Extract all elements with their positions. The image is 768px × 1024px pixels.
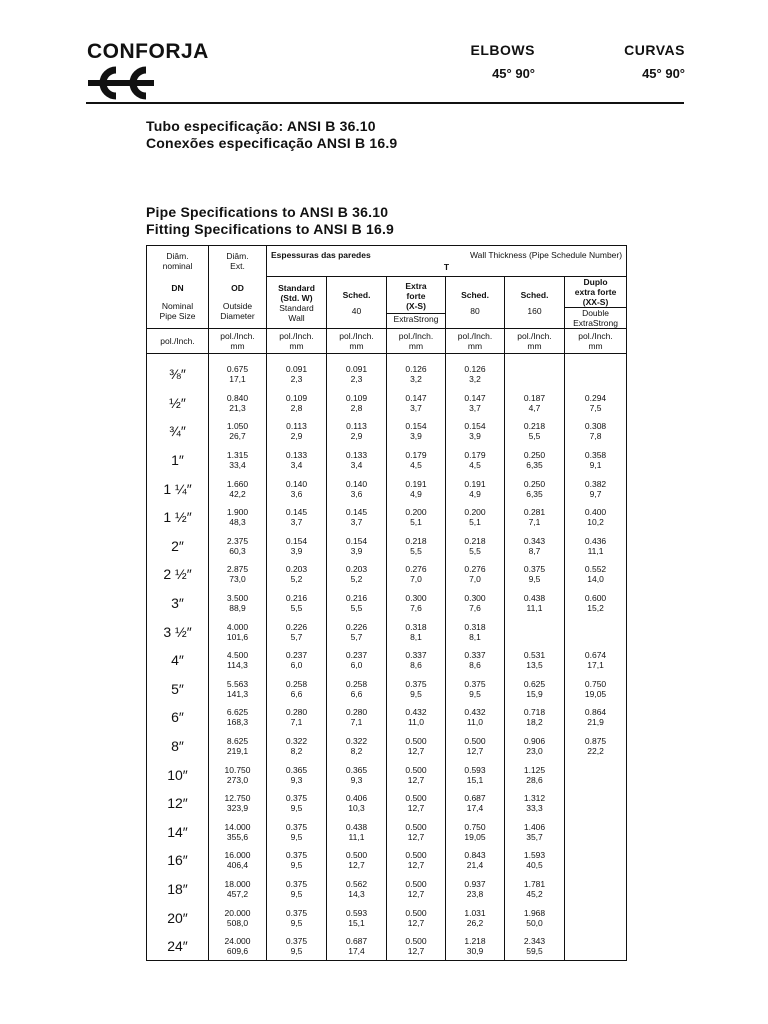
cell-od: 4.000 101,6	[209, 617, 267, 646]
cell-dn: 3 ½″	[147, 617, 209, 646]
cell-s80: 0.191 4,9	[446, 474, 505, 503]
cell-od: 4.500 114,3	[209, 646, 267, 675]
table-row	[147, 646, 627, 675]
header-outside-diameter: Outside Diameter	[220, 301, 255, 322]
cell-xs: 0.200 5,1	[387, 503, 446, 532]
header-dn-cell	[147, 277, 209, 329]
cell-dn: 4″	[147, 646, 209, 675]
cell-std: 0.203 5,2	[267, 560, 327, 589]
cell-xxs	[565, 760, 627, 789]
cell-s160: 0.625 15,9	[505, 675, 565, 704]
cell-s160	[505, 360, 565, 389]
cell-std: 0.375 9,5	[267, 846, 327, 875]
cell-xs: 0.500 12,7	[387, 789, 446, 818]
header-sched160-a: Sched.	[520, 289, 549, 300]
cell-s40: 0.687 17,4	[327, 932, 387, 961]
table-row	[147, 703, 627, 732]
cell-od: 1.050 26,7	[209, 417, 267, 446]
unit-dn: pol./Inch.	[147, 329, 209, 354]
header-t: T	[443, 262, 450, 272]
cell-dn: 5″	[147, 675, 209, 704]
cell-std: 0.258 6,6	[267, 675, 327, 704]
cell-std: 0.113 2,9	[267, 417, 327, 446]
cell-s40: 0.322 8,2	[327, 732, 387, 761]
cell-s80: 0.179 4,5	[446, 446, 505, 475]
cell-xxs	[565, 875, 627, 904]
table-row	[147, 903, 627, 932]
cell-s80: 0.276 7,0	[446, 560, 505, 589]
unit-std: pol./Inch. mm	[267, 329, 327, 354]
cell-s160: 2.343 59,5	[505, 932, 565, 961]
cell-xxs	[565, 846, 627, 875]
unit-sched40: pol./Inch. mm	[327, 329, 387, 354]
cell-s80: 0.318 8,1	[446, 617, 505, 646]
cell-xs: 0.432 11,0	[387, 703, 446, 732]
cell-xxs: 0.436 11,1	[565, 532, 627, 561]
header-xxs-cell	[565, 277, 627, 329]
cell-od: 20.000 508,0	[209, 903, 267, 932]
cell-xxs: 0.400 10,2	[565, 503, 627, 532]
cell-s160: 1.781 45,2	[505, 875, 565, 904]
table-row	[147, 389, 627, 418]
header-english	[440, 42, 535, 81]
cell-xs: 0.179 4,5	[387, 446, 446, 475]
cell-xxs	[565, 789, 627, 818]
table-row	[147, 417, 627, 446]
header-std-top: Standard (Std. W)	[278, 282, 315, 303]
elbows-angles: 45° 90°	[492, 66, 535, 81]
cell-od: 16.000 406,4	[209, 846, 267, 875]
cell-s80: 0.432 11,0	[446, 703, 505, 732]
cell-s40: 0.237 6,0	[327, 646, 387, 675]
header-wall-thickness-label: Wall Thickness (Pipe Schedule Number)	[469, 250, 623, 260]
header-xs-bottom: ExtraStrong	[387, 313, 445, 324]
cell-xs: 0.375 9,5	[387, 675, 446, 704]
cell-dn: 14″	[147, 818, 209, 847]
cell-s80: 0.126 3,2	[446, 360, 505, 389]
table-row	[147, 846, 627, 875]
header-od-cell	[209, 277, 267, 329]
header-std-bottom: Standard Wall	[279, 302, 314, 323]
cell-s80: 0.200 5,1	[446, 503, 505, 532]
header-sched80-a: Sched.	[461, 289, 489, 300]
table-row	[147, 360, 627, 389]
header-std-cell	[267, 277, 327, 329]
cell-s80: 1.031 26,2	[446, 903, 505, 932]
header-xxs-bottom: Double ExtraStrong	[565, 307, 626, 328]
table-row	[147, 446, 627, 475]
cell-s80: 1.218 30,9	[446, 932, 505, 961]
wall-thickness-table	[146, 245, 627, 961]
cell-dn: 2 ½″	[147, 560, 209, 589]
cell-dn: 8″	[147, 732, 209, 761]
cell-s80: 0.937 23,8	[446, 875, 505, 904]
cell-xs: 0.500 12,7	[387, 760, 446, 789]
cell-od: 8.625 219,1	[209, 732, 267, 761]
table-row	[147, 789, 627, 818]
cell-dn: ⅜″	[147, 360, 209, 389]
cell-std: 0.375 9,5	[267, 932, 327, 961]
cell-od: 5.563 141,3	[209, 675, 267, 704]
cell-s40: 0.145 3,7	[327, 503, 387, 532]
cell-od: 2.875 73,0	[209, 560, 267, 589]
curvas-angles: 45° 90°	[642, 66, 685, 81]
cell-s40: 0.203 5,2	[327, 560, 387, 589]
cell-std: 0.109 2,8	[267, 389, 327, 418]
cell-xxs: 0.552 14,0	[565, 560, 627, 589]
table-row	[147, 875, 627, 904]
cell-std: 0.375 9,5	[267, 875, 327, 904]
cell-s160: 0.906 23,0	[505, 732, 565, 761]
cell-s40: 0.154 3,9	[327, 532, 387, 561]
header-sched160-b: 160	[527, 305, 542, 316]
cell-s160: 0.250 6,35	[505, 446, 565, 475]
cell-xxs: 0.600 15,2	[565, 589, 627, 618]
cell-od: 14.000 355,6	[209, 818, 267, 847]
header-xs-top: Extra forte (X-S)	[405, 281, 427, 311]
cell-xs: 0.276 7,0	[387, 560, 446, 589]
cell-xs: 0.191 4,9	[387, 474, 446, 503]
table-row	[147, 503, 627, 532]
cell-xs: 0.318 8,1	[387, 617, 446, 646]
brand-name: CONFORJA	[87, 40, 209, 63]
table-row	[147, 675, 627, 704]
cell-s80: 0.843 21,4	[446, 846, 505, 875]
cell-xxs	[565, 903, 627, 932]
cell-s80: 0.750 19,05	[446, 818, 505, 847]
cell-std: 0.375 9,5	[267, 903, 327, 932]
cell-s40: 0.113 2,9	[327, 417, 387, 446]
header-od: OD	[231, 283, 244, 294]
header-diam-nominal: Diâm. nominal	[147, 246, 209, 277]
cell-s160: 1.968 50,0	[505, 903, 565, 932]
cell-xs: 0.218 5,5	[387, 532, 446, 561]
cell-std: 0.140 3,6	[267, 474, 327, 503]
cell-od: 3.500 88,9	[209, 589, 267, 618]
cell-s160	[505, 617, 565, 646]
header-diam-ext: Diâm. Ext.	[209, 246, 267, 277]
cell-xs: 0.154 3,9	[387, 417, 446, 446]
cell-s160: 1.406 35,7	[505, 818, 565, 847]
cell-std: 0.375 9,5	[267, 818, 327, 847]
cell-od: 0.675 17,1	[209, 360, 267, 389]
cell-s40: 0.109 2,8	[327, 389, 387, 418]
cell-xs: 0.500 12,7	[387, 732, 446, 761]
cell-xs: 0.126 3,2	[387, 360, 446, 389]
cell-std: 0.237 6,0	[267, 646, 327, 675]
header-espessuras: Espessuras das paredes	[271, 250, 371, 260]
cell-std: 0.133 3,4	[267, 446, 327, 475]
cell-std: 0.091 2,3	[267, 360, 327, 389]
cell-xxs	[565, 932, 627, 961]
cell-dn: 18″	[147, 875, 209, 904]
cell-xxs: 0.864 21,9	[565, 703, 627, 732]
cell-std: 0.365 9,3	[267, 760, 327, 789]
cell-xs: 0.147 3,7	[387, 389, 446, 418]
cell-dn: 1 ¼″	[147, 474, 209, 503]
cell-xxs: 0.294 7,5	[565, 389, 627, 418]
cell-dn: 16″	[147, 846, 209, 875]
cell-s40: 0.091 2,3	[327, 360, 387, 389]
table-row	[147, 617, 627, 646]
cell-xs: 0.300 7,6	[387, 589, 446, 618]
cell-std: 0.145 3,7	[267, 503, 327, 532]
cell-s80: 0.687 17,4	[446, 789, 505, 818]
table-row	[147, 560, 627, 589]
cell-s40: 0.438 11,1	[327, 818, 387, 847]
cell-od: 18.000 457,2	[209, 875, 267, 904]
header-dn: DN	[171, 283, 184, 294]
cell-s160: 0.375 9,5	[505, 560, 565, 589]
cell-s40: 0.133 3,4	[327, 446, 387, 475]
cell-od: 10.750 273,0	[209, 760, 267, 789]
cell-xxs: 0.358 9,1	[565, 446, 627, 475]
curvas-title: CURVAS	[624, 42, 685, 58]
table-row	[147, 818, 627, 847]
cell-xxs	[565, 360, 627, 389]
header-xs-cell	[387, 277, 446, 329]
cell-od: 1.900 48,3	[209, 503, 267, 532]
conforja-logo	[86, 66, 156, 100]
cell-s40: 0.406 10,3	[327, 789, 387, 818]
cell-std: 0.226 5,7	[267, 617, 327, 646]
spec-english	[146, 204, 394, 238]
cell-xxs: 0.382 9,7	[565, 474, 627, 503]
spec-en-line2: Fitting Specifications to ANSI B 16.9	[146, 221, 395, 237]
unit-sched80: pol./Inch. mm	[446, 329, 505, 354]
cell-xs: 0.500 12,7	[387, 932, 446, 961]
cell-std: 0.280 7,1	[267, 703, 327, 732]
spec-pt-line1: Tubo especificação: ANSI B 36.10	[146, 118, 376, 134]
cell-od: 1.660 42,2	[209, 474, 267, 503]
cell-dn: ¾″	[147, 417, 209, 446]
cell-xxs: 0.308 7,8	[565, 417, 627, 446]
cell-s80: 0.337 8,6	[446, 646, 505, 675]
spec-pt-line2: Conexões especificação ANSI B 16.9	[146, 135, 398, 151]
cell-xs: 0.500 12,7	[387, 846, 446, 875]
cell-s80: 0.500 12,7	[446, 732, 505, 761]
cell-od: 1.315 33,4	[209, 446, 267, 475]
spec-portuguese	[146, 118, 397, 152]
header-wall-thickness	[267, 246, 627, 277]
table-row	[147, 732, 627, 761]
table-row	[147, 532, 627, 561]
cell-dn: 3″	[147, 589, 209, 618]
cell-s40: 0.365 9,3	[327, 760, 387, 789]
table-row	[147, 589, 627, 618]
cell-s80: 0.300 7,6	[446, 589, 505, 618]
cell-s40: 0.226 5,7	[327, 617, 387, 646]
cell-s80: 0.218 5,5	[446, 532, 505, 561]
unit-od: pol./Inch. mm	[209, 329, 267, 354]
table-row	[147, 932, 627, 961]
table-row	[147, 760, 627, 789]
cell-s40: 0.216 5,5	[327, 589, 387, 618]
cell-xxs: 0.674 17,1	[565, 646, 627, 675]
cell-s40: 0.562 14,3	[327, 875, 387, 904]
cell-s160: 0.218 5,5	[505, 417, 565, 446]
cell-dn: 1 ½″	[147, 503, 209, 532]
cell-s160: 1.593 40,5	[505, 846, 565, 875]
header-xxs-top: Duplo extra forte (XX-S)	[574, 277, 617, 307]
cell-xxs	[565, 617, 627, 646]
cell-dn: 10″	[147, 760, 209, 789]
table-row	[147, 474, 627, 503]
cell-s160: 0.531 13,5	[505, 646, 565, 675]
cell-s40: 0.140 3,6	[327, 474, 387, 503]
header-portuguese	[590, 42, 685, 81]
cell-dn: 2″	[147, 532, 209, 561]
cell-s160: 0.343 8,7	[505, 532, 565, 561]
cell-xs: 0.500 12,7	[387, 875, 446, 904]
cell-s160: 0.718 18,2	[505, 703, 565, 732]
header-sched160-cell	[505, 277, 565, 329]
header-divider	[86, 102, 684, 104]
cell-s40: 0.280 7,1	[327, 703, 387, 732]
table-body	[147, 360, 627, 961]
cell-xxs: 0.875 22,2	[565, 732, 627, 761]
cell-od: 12.750 323,9	[209, 789, 267, 818]
cell-std: 0.216 5,5	[267, 589, 327, 618]
header-sched40-b: 40	[351, 305, 362, 316]
cell-s80: 0.375 9,5	[446, 675, 505, 704]
cell-dn: 24″	[147, 932, 209, 961]
cell-s40: 0.258 6,6	[327, 675, 387, 704]
cell-s80: 0.147 3,7	[446, 389, 505, 418]
cell-dn: 1″	[147, 446, 209, 475]
header-sched40-cell	[327, 277, 387, 329]
header-sched80-b: 80	[470, 305, 480, 316]
cell-xs: 0.500 12,7	[387, 903, 446, 932]
cell-s40: 0.500 12,7	[327, 846, 387, 875]
header-sched80-cell	[446, 277, 505, 329]
cell-s160: 1.125 28,6	[505, 760, 565, 789]
cell-s40: 0.593 15,1	[327, 903, 387, 932]
cell-s80: 0.154 3,9	[446, 417, 505, 446]
cell-dn: 12″	[147, 789, 209, 818]
header-nominal-pipe-size: Nominal Pipe Size	[159, 301, 196, 322]
unit-xxs: pol./Inch. mm	[565, 329, 627, 354]
cell-s160: 0.187 4,7	[505, 389, 565, 418]
cell-dn: 6″	[147, 703, 209, 732]
cell-std: 0.154 3,9	[267, 532, 327, 561]
cell-std: 0.322 8,2	[267, 732, 327, 761]
unit-sched160: pol./Inch. mm	[505, 329, 565, 354]
cell-s80: 0.593 15,1	[446, 760, 505, 789]
unit-xs: pol./Inch. mm	[387, 329, 446, 354]
cell-dn: 20″	[147, 903, 209, 932]
spec-en-line1: Pipe Specifications to ANSI B 36.10	[146, 204, 389, 220]
cell-xs: 0.337 8,6	[387, 646, 446, 675]
cell-od: 6.625 168,3	[209, 703, 267, 732]
cell-s160: 0.250 6,35	[505, 474, 565, 503]
cell-od: 2.375 60,3	[209, 532, 267, 561]
cell-s160: 0.281 7,1	[505, 503, 565, 532]
elbows-title: ELBOWS	[470, 42, 535, 58]
cell-s160: 1.312 33,3	[505, 789, 565, 818]
header-sched40-a: Sched.	[342, 289, 371, 300]
cell-xxs	[565, 818, 627, 847]
cell-od: 24.000 609,6	[209, 932, 267, 961]
cell-od: 0.840 21,3	[209, 389, 267, 418]
cell-xxs: 0.750 19,05	[565, 675, 627, 704]
cell-xs: 0.500 12,7	[387, 818, 446, 847]
cell-s160: 0.438 11,1	[505, 589, 565, 618]
cell-std: 0.375 9,5	[267, 789, 327, 818]
cell-dn: ½″	[147, 389, 209, 418]
